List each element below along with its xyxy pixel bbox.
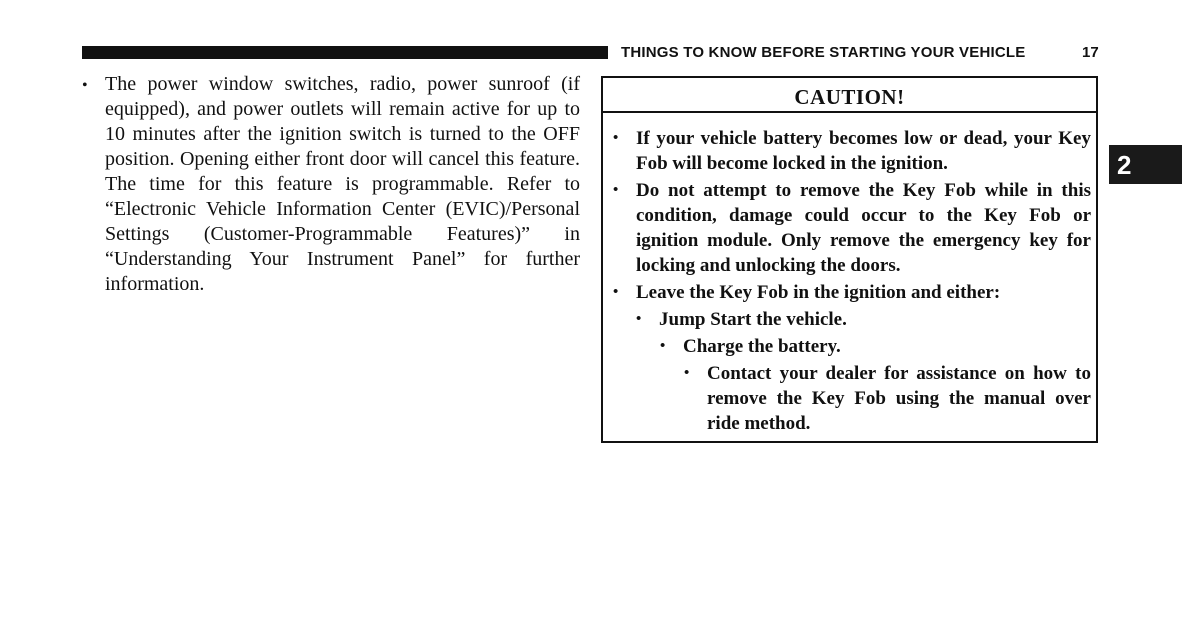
bullet-icon: • [660, 338, 666, 354]
caution-item [660, 334, 1091, 359]
caution-title: CAUTION! [603, 78, 1096, 113]
bullet-icon: • [684, 365, 690, 381]
list-item [82, 72, 580, 297]
running-header: THINGS TO KNOW BEFORE STARTING YOUR VEHICLE [621, 44, 1026, 61]
caution-item-text: Jump Start the vehicle. [659, 309, 847, 330]
paragraph-text: The power window switches, radio, power sunroof (if equipped), and power outlets will remain active for up to 10 minutes after the ignition switch is turned to the OFF position. Opening either front door will cancel this feature. The time for this feature is programmable. Refer to “Electronic Vehicle Information Center (EVIC)/Personal Settings (Customer-Programmable Features)” in “Understanding Your Instrument Panel” for further information. [105, 73, 580, 295]
page-number: 17 [1082, 44, 1099, 61]
chapter-tab: 2 [1109, 145, 1182, 184]
bullet-icon: • [613, 284, 619, 300]
header-rule [82, 46, 608, 59]
caution-item [684, 361, 1091, 436]
bullet-icon: • [613, 182, 619, 198]
caution-item [636, 307, 1091, 332]
bullet-icon: • [613, 130, 619, 146]
caution-item [613, 280, 1091, 305]
caution-item-text: Leave the Key Fob in the ignition and either: [636, 282, 1001, 303]
bullet-icon: • [636, 311, 642, 327]
caution-item-text: Contact your dealer for assistance on how to remove the Key Fob using the manual over ride method. [707, 363, 1091, 434]
left-column [82, 72, 580, 297]
caution-item [613, 126, 1091, 176]
bullet-icon: • [82, 77, 88, 94]
caution-item [613, 178, 1091, 278]
caution-list [613, 126, 1091, 438]
caution-item-text: If your vehicle battery becomes low or dead, your Key Fob will become locked in the ignition. [636, 128, 1091, 174]
caution-box [601, 76, 1098, 443]
caution-item-text: Charge the battery. [683, 336, 841, 357]
caution-item-text: Do not attempt to remove the Key Fob while in this condition, damage could occur to the Key Fob or ignition module. Only remove the emergency key for locking and unlocking the doors. [636, 180, 1091, 276]
